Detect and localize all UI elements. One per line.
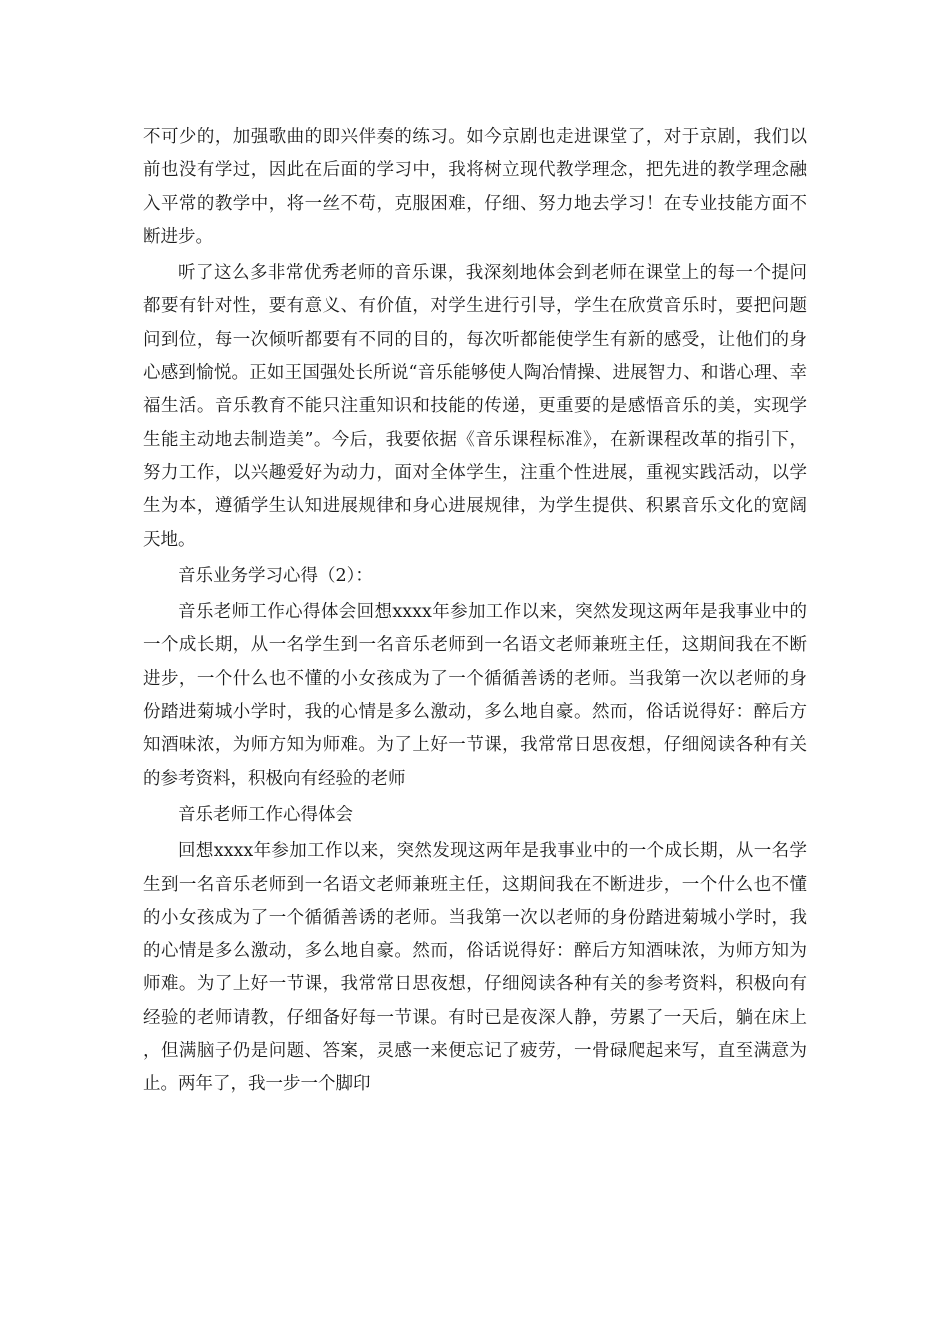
section-heading-2: 音乐老师工作心得体会 — [178, 804, 353, 825]
document-page — [143, 121, 807, 1105]
section-heading-1: 音乐业务学习心得（2）： — [178, 565, 373, 586]
paragraph-2: 听了这么多非常优秀老师的音乐课，我深刻地体会到老师在课堂上的每一个提问都要有针对性，要有意义、有价值，对学生进行引导，学生在欣赏音乐时，要把问题问到位，每一次倾听都要有不同的目的，每次听都能使学生有新的感受，让他们的身心感到愉悦。正如王国强处长所说“音乐能够使人陶冶情操、进展智力、和谐心理、幸福生活。音乐教育不能只注重知识和技能的传递，更重要的是感悟音乐的美，实现学生能主动地去制造美”。今后，我要依据《音乐课程标准》，在新课程改革的指引下，努力工作，以兴趣爱好为动力，面对全体学生，注重个性进展，重视实践活动，以学生为本，遵循学生认知进展规律和身心进展规律，为学生提供、积累音乐文化的宽阔天地。 — [143, 263, 807, 550]
paragraph-4: 回想xxxx年参加工作以来，突然发现这两年是我事业中的一个成长期，从一名学生到一名音乐老师到一名语文老师兼班主任，这期间我在不断进步，一个什么也不懂的小女孩成为了一个循循善诱的老师。当我第一次以老师的身份踏进菊城小学时，我的心情是多么激动，多么地自豪。然而，俗话说得好：醉后方知酒味浓，为师方知为师难。为了上好一节课，我常常日思夜想，仔细阅读各种有关的参考资料，积极向有经验的老师请教，仔细备好每一节课。有时已是夜深人静，劳累了一天后，躺在床上，但满脑子仍是问题、答案，灵感一来便忘记了疲劳，一骨碌爬起来写，直至满意为止。两年了，我一步一个脚印 — [143, 841, 807, 1095]
paragraph-1: 不可少的，加强歌曲的即兴伴奏的练习。如今京剧也走进课堂了，对于京剧，我们以前也没有学过，因此在后面的学习中，我将树立现代教学理念，把先进的教学理念融入平常的教学中，将一丝不苟，克服困难，仔细、努力地去学习！在专业技能方面不断进步。 — [143, 127, 807, 247]
paragraph-3: 音乐老师工作心得体会回想xxxx年参加工作以来，突然发现这两年是我事业中的一个成长期，从一名学生到一名音乐老师到一名语文老师兼班主任，这期间我在不断进步，一个什么也不懂的小女孩成为了一个循循善诱的老师。当我第一次以老师的身份踏进菊城小学时，我的心情是多么激动，多么地自豪。然而，俗话说得好：醉后方知酒味浓，为师方知为师难。为了上好一节课，我常常日思夜想，仔细阅读各种有关的参考资料，积极向有经验的老师 — [143, 602, 807, 789]
